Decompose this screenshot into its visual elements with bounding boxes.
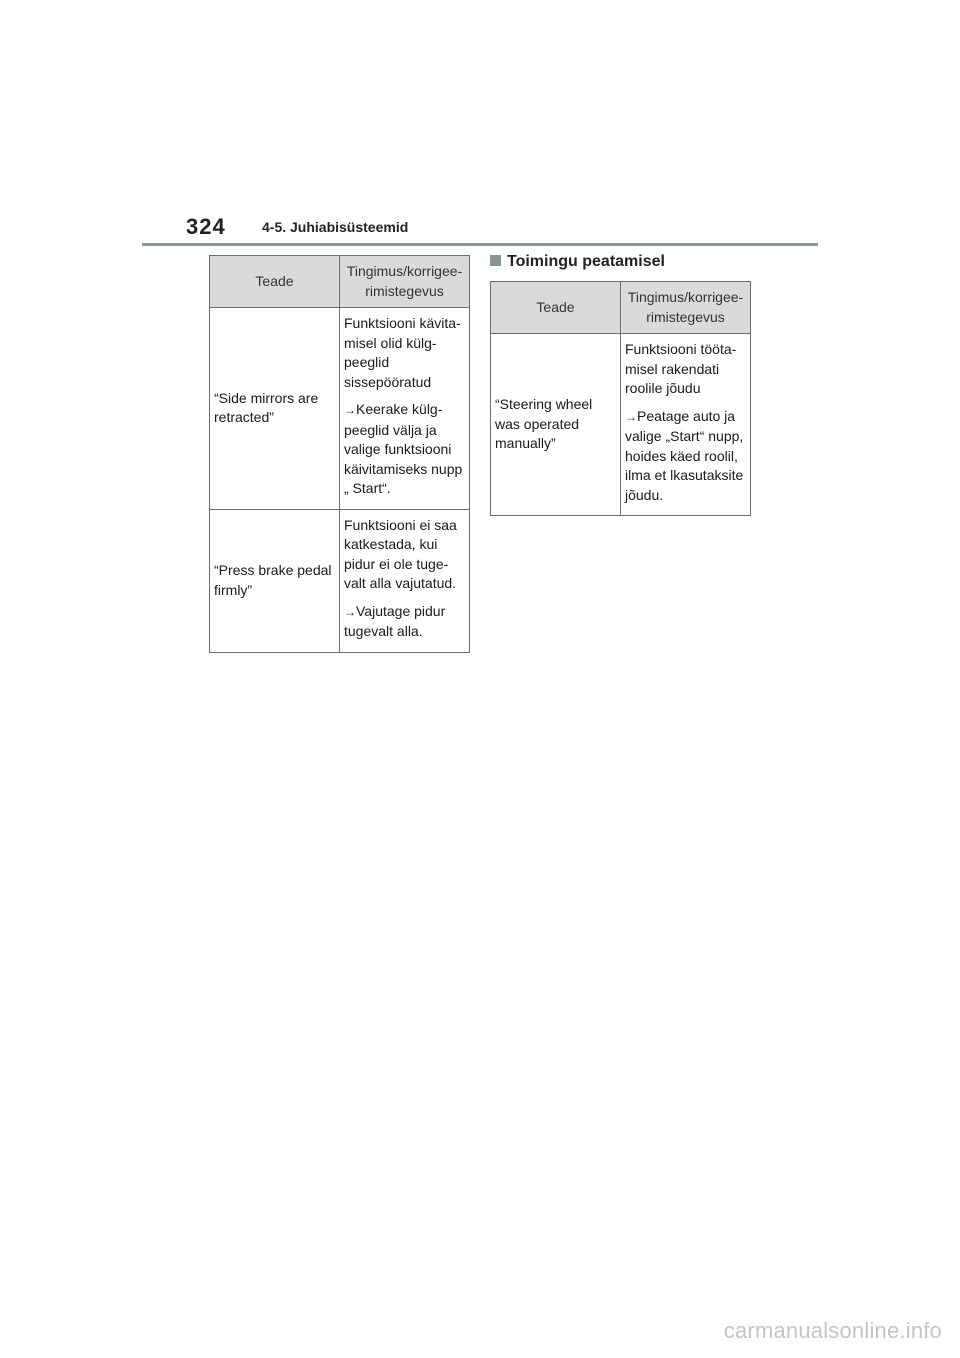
condition-text: Funktsiooni tööta- misel rakendati roolile jõudu — [625, 341, 737, 396]
action-text: →Keerake külg- peeglid välja ja valige funktsiooni käivitamiseks nupp „ Start“. — [344, 401, 463, 496]
condition-text: Funktsiooni kävita- misel olid külg- peeglid sissepööratud — [344, 315, 461, 390]
action-text: →Peatage auto ja valige „Start“ nupp, hoides käed roolil, ilma et lkasutaksite jõudu. — [625, 407, 744, 503]
table-row — [210, 308, 470, 510]
arrow-icon: → — [344, 604, 356, 619]
arrow-icon: → — [625, 409, 637, 424]
column-header-condition: Tingimus/korrigee- rimistegevus — [621, 282, 751, 334]
watermark: carmanualsonline.info — [723, 1318, 942, 1343]
table-row — [210, 509, 470, 652]
condition-cell — [340, 308, 470, 510]
header-divider — [142, 243, 818, 246]
message-cell: “Side mirrors are retracted” — [210, 308, 340, 510]
left-message-table — [209, 255, 470, 653]
section-title: 4-5. Juhiabisüsteemid — [262, 219, 409, 235]
column-header-message: Teade — [210, 256, 340, 308]
table-header-row — [491, 282, 751, 334]
right-message-table — [490, 281, 751, 516]
table-row — [491, 334, 751, 516]
table-header-row — [210, 256, 470, 308]
square-bullet-icon — [490, 255, 501, 266]
action-text: →Vajutage pidur tugevalt alla. — [344, 602, 446, 639]
arrow-icon: → — [344, 403, 356, 417]
subheading: Toimingu peatamisel — [490, 253, 665, 271]
page-number: 324 — [186, 214, 226, 239]
column-header-message: Teade — [491, 282, 621, 334]
message-cell: “Steering wheel was operated manually” — [491, 334, 621, 516]
condition-cell — [621, 334, 751, 516]
message-cell: “Press brake pedal firmly” — [210, 509, 340, 652]
column-header-condition: Tingimus/korrigee- rimistegevus — [340, 256, 470, 308]
condition-cell — [340, 509, 470, 652]
condition-text: Funktsiooni ei saa katkestada, kui pidur ei ole tuge- valt alla vajutatud. — [344, 516, 457, 591]
